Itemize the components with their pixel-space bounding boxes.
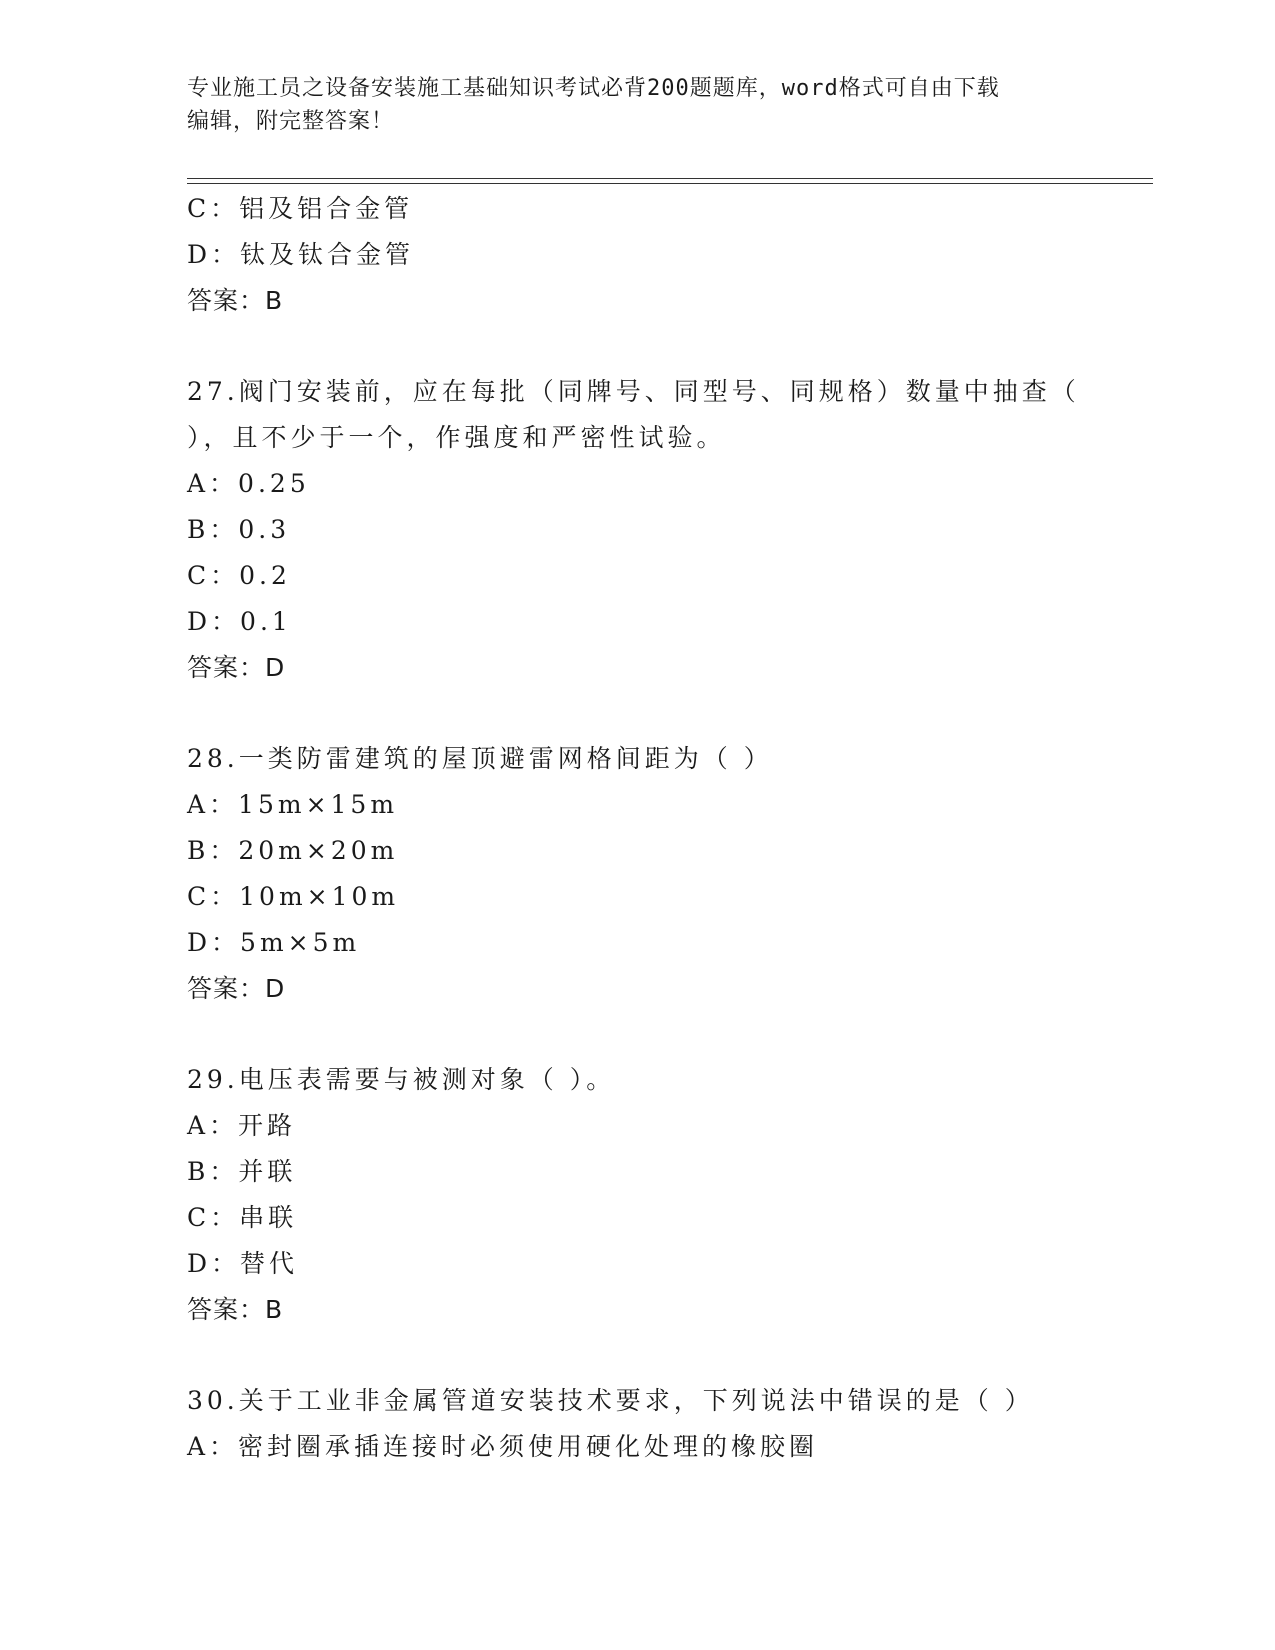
question-stem: 28.一类防雷建筑的屋顶避雷网格间距为（ ）: [187, 744, 773, 773]
spacer: [187, 1333, 1087, 1378]
option-c: C：0.2: [187, 561, 291, 590]
option-d: D：替代: [187, 1249, 299, 1278]
question-stem: 30.关于工业非金属管道安装技术要求，下列说法中错误的是（ ）: [187, 1386, 1034, 1415]
spacer: [187, 691, 1087, 736]
option-b: B：并联: [187, 1157, 297, 1186]
option-d: D：5m×5m: [187, 928, 361, 957]
option-a: A：0.25: [187, 469, 310, 498]
option-c: C：10m×10m: [187, 882, 400, 911]
answer-line: 答案：D: [187, 653, 286, 682]
question-28: [187, 736, 1087, 1012]
question-27: [187, 369, 1087, 691]
question-30: [187, 1378, 1087, 1470]
spacer: [187, 324, 1087, 369]
question-29: [187, 1057, 1087, 1333]
header-title-line2: 编辑，附完整答案！: [187, 109, 395, 134]
option-b: B：0.3: [187, 515, 291, 544]
spacer: [187, 1012, 1087, 1057]
option-d: D：钛及钛合金管: [187, 240, 415, 269]
question-stem: 27.阀门安装前，应在每批（同牌号、同型号、同规格）数量中抽查（: [187, 377, 1080, 406]
option-d: D：0.1: [187, 607, 292, 636]
question-stem: 29.电压表需要与被测对象（ ）。: [187, 1065, 616, 1094]
header-title-line1: 专业施工员之设备安装施工基础知识考试必背200题题库，word格式可自由下载: [187, 76, 1000, 101]
question-stem-continued: ），且不少于一个，作强度和严密性试验。: [187, 423, 726, 452]
header-divider-top: [187, 178, 1153, 179]
answer-line: 答案：B: [187, 1295, 284, 1324]
document-header: [187, 72, 1067, 138]
header-divider-bottom: [187, 183, 1153, 184]
option-c: C：串联: [187, 1203, 298, 1232]
option-a: A：密封圈承插连接时必须使用硬化处理的橡胶圈: [187, 1432, 819, 1461]
question-list: [187, 186, 1087, 1470]
option-b: B：20m×20m: [187, 836, 399, 865]
answer-line: 答案：B: [187, 286, 284, 315]
option-a: A：15m×15m: [187, 790, 399, 819]
question-26-tail: [187, 186, 1087, 324]
answer-line: 答案：D: [187, 974, 286, 1003]
option-a: A：开路: [187, 1111, 297, 1140]
option-c: C：铝及铝合金管: [187, 194, 414, 223]
